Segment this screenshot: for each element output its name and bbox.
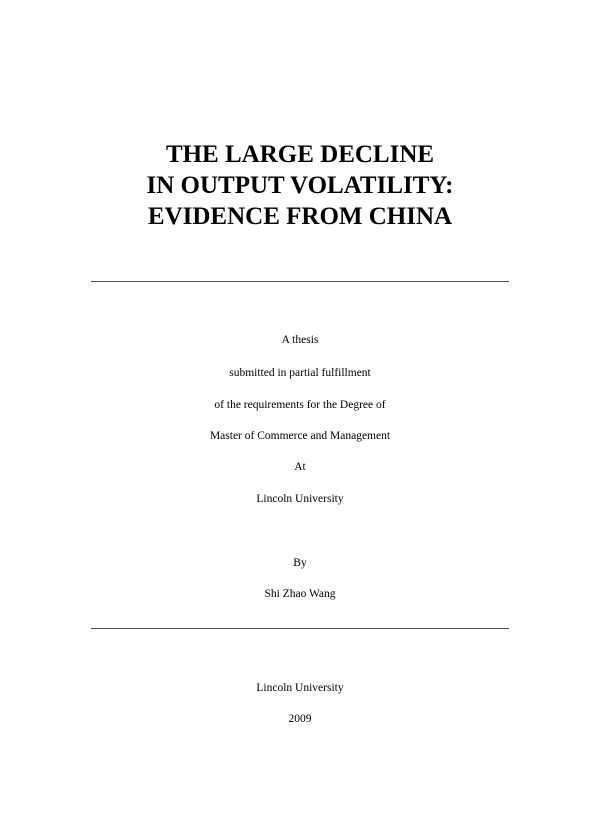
footer-institution: Lincoln University xyxy=(256,682,344,694)
by-text: By xyxy=(293,557,307,569)
thesis-type-text: A thesis xyxy=(281,334,319,346)
thesis-title-line-1: THE LARGE DECLINE xyxy=(165,141,435,168)
degree-name: Master of Commerce and Management xyxy=(209,430,391,442)
thesis-title-line-2: IN OUTPUT VOLATILITY: xyxy=(146,172,454,199)
thesis-title-line-3: EVIDENCE FROM CHINA xyxy=(147,203,453,230)
author-name: Shi Zhao Wang xyxy=(264,588,336,600)
top-divider xyxy=(91,281,509,282)
requirements-text: of the requirements for the Degree of xyxy=(214,399,386,411)
at-text: At xyxy=(294,461,306,473)
footer-year: 2009 xyxy=(288,713,312,725)
university-name: Lincoln University xyxy=(256,493,344,505)
bottom-divider xyxy=(91,628,509,629)
fulfillment-text: submitted in partial fulfillment xyxy=(229,367,371,379)
